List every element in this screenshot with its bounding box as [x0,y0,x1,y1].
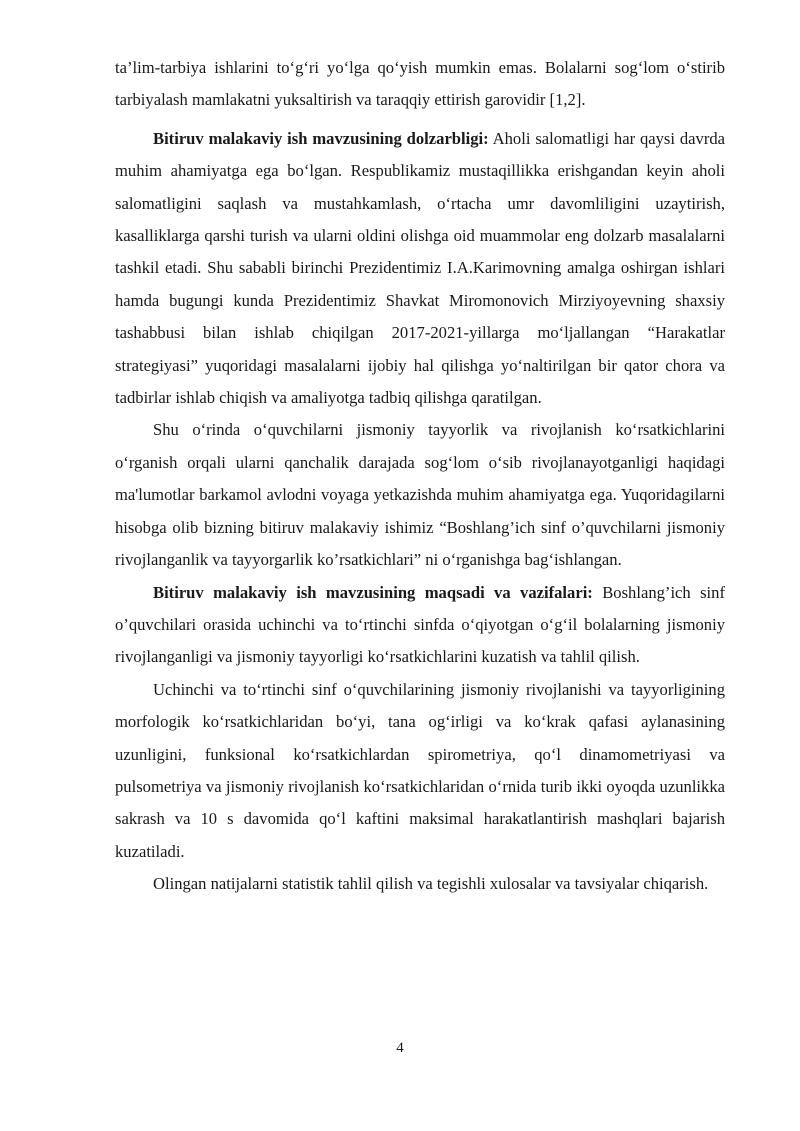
paragraph-text: Uchinchi va to‘rtinchi sinf o‘quvchilarining jismoniy rivojlanishi va tayyorligining morfologik ko‘rsatkichlaridan bo‘yi, tana og‘irligi va ko‘krak qafasi aylanasining uzunligini, funksional ko‘rsatkichlardan spirometriya, qo‘l dinamometriyasi va pulsometriya va jismoniy rivojlanish ko‘rsatkichlaridan o‘rnida turib ikki oyoqda uzunlikka sakrash va 10 s davomida qo‘l kaftini maksimal harakatlantirish mashqlari bajarish kuzatiladi. [115,679,725,861]
paragraph-conclusion [115,868,725,900]
paragraph-goals [115,577,725,674]
paragraph-text: ta’lim-tarbiya ishlarini to‘g‘ri yo‘lga qo‘yish mumkin emas. Bolalarni sog‘lom o‘stirib tarbiyalash mamlakatni yuksaltirish va taraqqiy ettirish garovidir [1,2]. [115,58,725,110]
paragraph-relevance [115,123,725,415]
paragraph-text: Aholi salomatligi har qaysi davrda muhim ahamiyatga ega bo‘lgan. Respublikamiz mustaqillikka erishgandan keyin aholi salomatligini saqlash va mustahkamlash, o‘rtacha umr davomliligini uzaytirish, kasalliklarga qarshi turish va ularni oldini olishga oid muammolar eng dolzarb masalalarni tashkil etadi. Shu sababli birinchi Prezidentimiz I.A.Karimovning amalga oshirgan ishlari hamda bugungi kunda Prezidentimiz Shavkat Miromonovich Mirziyoyevning shaxsiy tashabbusi bilan ishlab chiqilgan 2017-2021-yillarga mo‘ljallangan “Harakatlar strategiyasi” yuqoridagi masalalarni ijobiy hal qilishga yo‘naltirilgan bir qator chora va tadbirlar ishlab chiqish va amaliyotga tadbiq qilishga qaratilgan. [115,128,726,408]
paragraph-text: Boshlang’ich sinf o’quvchilari orasida uchinchi va to‘rtinchi sinfda o‘qiyotgan o‘g‘il bolalarning jismoniy rivojlanganligi va jismoniy tayyorligi ko‘rsatkichlarini kuzatish va tahlil qilish. [115,582,725,667]
page-number: 4 [396,1040,404,1056]
document-page [115,52,725,901]
paragraph-text: Shu o‘rinda o‘quvchilarni jismoniy tayyorlik va rivojlanish ko‘rsatkichlarini o‘rganish orqali ularni qanchalik darajada sog‘lom o‘sib rivojlanayotganligi haqidagi ma'lumotlar barkamol avlodni voyaga yetkazishda muhim ahamiyatga ega. Yuqoridagilarni hisobga olib bizning bitiruv malakaviy ishimiz “Boshlang’ich sinf o’quvchilarni jismoniy rivojlanganlik va tayyorgarlik ko’rsatkichlari” ni o‘rganishga bag‘ishlangan. [115,420,725,570]
section-heading-relevance: Bitiruv malakaviy ish mavzusining dolzarbligi: [153,128,489,148]
paragraph-intro-continuation [115,52,725,117]
paragraph-text: Olingan natijalarni statistik tahlil qilish va tegishli xulosalar va tavsiyalar chiqarish. [153,874,709,894]
paragraph-indicators [115,674,725,868]
paragraph-study-importance [115,414,725,576]
section-heading-goals: Bitiruv malakaviy ish mavzusining maqsadi va vazifalari: [153,582,593,602]
